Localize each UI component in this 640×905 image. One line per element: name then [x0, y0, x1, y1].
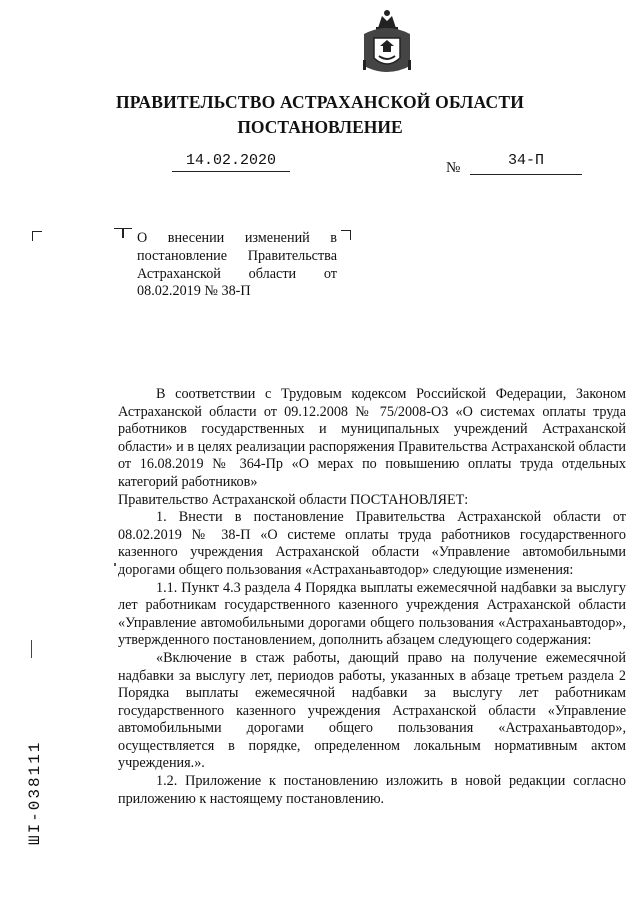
margin-dot	[114, 563, 116, 566]
document-body	[118, 386, 626, 808]
serial-number	[24, 720, 48, 845]
corner-mark	[341, 230, 351, 240]
clause-1-1: 1.1. Пункт 4.3 раздела 4 Порядка выплаты ежемесячной надбавки за выслугу лет работникам государственного казенного учреждения Астраханской области «Управление автомобильными дорогами общего пользования «Астраханьавтодор», утвержденного постановлением, дополнить абзацем следующего содержания:	[118, 579, 626, 649]
document-subject: О внесении изменений в постановление Правительства Астраханской области от 08.02.2019 № 38-П	[137, 230, 337, 300]
preamble-paragraph: В соответствии с Трудовым кодексом Российской Федерации, Законом Астраханской области от 09.12.2008 № 75/2008-ОЗ «О системах оплаты труда работников государственных и муниципальных учреждений Астраханской области» и в целях реализации распоряжения Правительства Астраханской области от 16.08.2019 № 364-Пр «О мерах по повышению оплаты труда отдельных категорий работников»	[118, 386, 626, 490]
document-date: 14.02.2020	[185, 152, 276, 169]
coat-of-arms-icon	[358, 8, 416, 80]
number-sign: №	[446, 160, 461, 176]
document-number: 34-П	[507, 152, 544, 169]
corner-mark	[122, 228, 132, 238]
clause-1-2: 1.2. Приложение к постановлению изложить в новой редакции согласно приложению к настоящему постановлению.	[118, 773, 626, 807]
corner-mark	[32, 231, 42, 241]
number-underline	[470, 174, 582, 175]
date-underline	[172, 171, 290, 172]
decree-line: Правительство Астраханской области ПОСТАНОВЛЯЕТ:	[118, 491, 469, 508]
quoted-paragraph: «Включение в стаж работы, дающий право на получение ежемесячной надбавки за выслугу лет, периодов работы, указанных в абзаце третьем раздела 2 Порядка выплаты ежемесячной надбавки за выслугу лет работникам государственного казенного учреждения Астраханской области «Управление автомобильными дорогами общего пользования «Астраханьавтодор», осуществляется в порядке, определенном локальным нормативным актом учреждения.».	[118, 649, 626, 772]
clause-1: 1. Внести в постановление Правительства Астраханской области от 08.02.2019 № 38-П «О системе оплаты труда работников государственного казенного учреждения Астраханской области «Управление автомобильными дорогами общего пользования «Астраханьавтодор» следующие изменения:	[118, 509, 626, 578]
document-type: ПОСТАНОВЛЕНИЕ	[237, 117, 403, 137]
margin-mark	[31, 640, 32, 658]
government-title: ПРАВИТЕЛЬСТВО АСТРАХАНСКОЙ ОБЛАСТИ	[115, 92, 525, 112]
serial-number-text: ШI-038111	[26, 740, 44, 845]
